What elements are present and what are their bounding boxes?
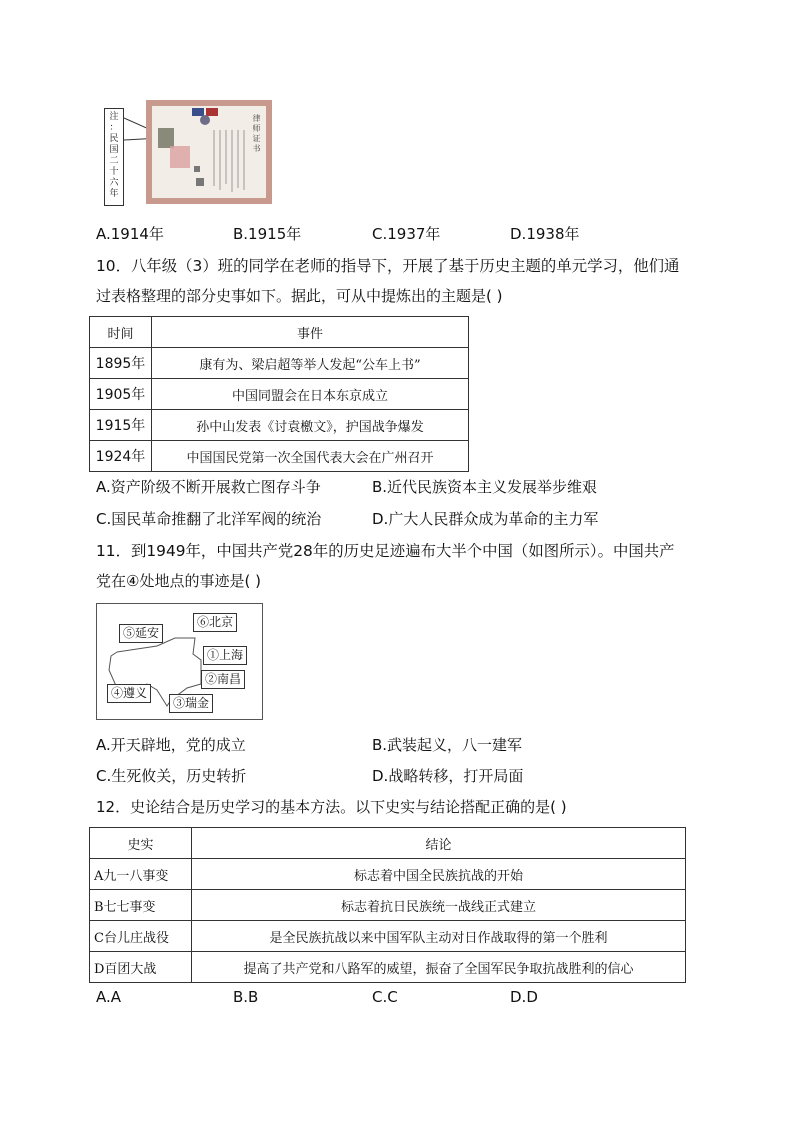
question-10-stem-line2: 过表格整理的部分史事如下。据此，可从中提炼出的主题是( ) xyxy=(96,287,503,305)
option-d[interactable]: D.战略转移，打开局面 xyxy=(372,767,524,785)
question-11-stem-line1: 11．到1949年，中国共产党28年的历史足迹遍布大半个中国（如图所示）。中国共产 xyxy=(96,542,675,560)
map-label-zunyi: ④遵义 xyxy=(107,684,151,703)
map-label-shanghai: ①上海 xyxy=(203,646,247,665)
option-c[interactable]: C.1937年 xyxy=(372,225,441,243)
option-c[interactable]: C.国民革命推翻了北洋军阀的统治 xyxy=(96,510,322,528)
table-row xyxy=(90,410,469,441)
option-a[interactable]: A.1914年 xyxy=(96,225,164,243)
question-12-table xyxy=(89,827,686,983)
note-char: 注 xyxy=(109,112,119,122)
option-b[interactable]: B.B xyxy=(233,988,259,1006)
option-a[interactable]: A.开天辟地，党的成立 xyxy=(96,736,246,754)
note-char: 年 xyxy=(109,189,119,199)
table-cell: 孙中山发表《讨袁檄文》，护国战争爆发 xyxy=(152,410,469,441)
table-row xyxy=(90,379,469,410)
table-cell: D百团大战 xyxy=(90,952,192,983)
option-d[interactable]: D.广大人民群众成为革命的主力军 xyxy=(372,510,599,528)
table-cell: C台儿庄战役 xyxy=(90,921,192,952)
table-cell: 1895年 xyxy=(90,348,152,379)
table-header-cell: 结论 xyxy=(192,828,686,859)
option-b[interactable]: B.近代民族资本主义发展举步维艰 xyxy=(372,478,598,496)
note-char: 民 xyxy=(109,134,119,144)
table-cell: B七七事变 xyxy=(90,890,192,921)
note-char: 六 xyxy=(109,178,119,188)
map-label-nanchang: ②南昌 xyxy=(201,670,245,689)
table-header-cell: 史实 xyxy=(90,828,192,859)
table-cell: 提高了共产党和八路军的威望，振奋了全国军民争取抗战胜利的信心 xyxy=(192,952,686,983)
option-d[interactable]: D.D xyxy=(510,988,538,1006)
option-b[interactable]: B.1915年 xyxy=(233,225,302,243)
option-d[interactable]: D.1938年 xyxy=(510,225,580,243)
table-cell: A九一八事变 xyxy=(90,859,192,890)
option-a[interactable]: A.A xyxy=(96,988,122,1006)
table-cell: 标志着中国全民族抗战的开始 xyxy=(192,859,686,890)
note-box xyxy=(104,108,124,206)
route-map xyxy=(96,603,263,720)
table-row xyxy=(90,441,469,472)
table-header-cell: 时间 xyxy=(90,317,152,348)
note-char: 国 xyxy=(109,145,119,155)
question-11-stem-line2: 党在④处地点的事迹是( ) xyxy=(96,572,261,590)
certificate-drawing xyxy=(152,106,266,198)
map-label-yanan: ⑤延安 xyxy=(119,624,163,643)
table-row xyxy=(90,952,686,983)
table-cell: 1924年 xyxy=(90,441,152,472)
note-char: 十 xyxy=(109,167,119,177)
option-c[interactable]: C.生死攸关，历史转折 xyxy=(96,767,247,785)
note-char: 二 xyxy=(109,156,119,166)
option-a[interactable]: A.资产阶级不断开展救亡图存斗争 xyxy=(96,478,321,496)
table-cell: 标志着抗日民族统一战线正式建立 xyxy=(192,890,686,921)
option-b[interactable]: B.武装起义，八一建军 xyxy=(372,736,523,754)
option-c[interactable]: C.C xyxy=(372,988,398,1006)
table-row xyxy=(90,921,686,952)
table-row xyxy=(90,890,686,921)
question-10-stem-line1: 10．八年级（3）班的同学在老师的指导下，开展了基于历史主题的单元学习，他们通 xyxy=(96,257,680,275)
table-header-row xyxy=(90,317,469,348)
table-cell: 是全民族抗战以来中国军队主动对日作战取得的第一个胜利 xyxy=(192,921,686,952)
map-label-beijing: ⑥北京 xyxy=(193,613,237,632)
table-cell: 1915年 xyxy=(90,410,152,441)
question-10-table xyxy=(89,316,469,472)
table-row xyxy=(90,859,686,890)
table-cell: 1905年 xyxy=(90,379,152,410)
note-char: ： xyxy=(109,123,119,133)
table-row xyxy=(90,348,469,379)
table-cell: 中国同盟会在日本东京成立 xyxy=(152,379,469,410)
certificate-image xyxy=(146,100,272,204)
table-header-row xyxy=(90,828,686,859)
question-12-stem: 12．史论结合是历史学习的基本方法。以下史实与结论搭配正确的是( ) xyxy=(96,798,567,816)
table-cell: 康有为、梁启超等举人发起“公车上书” xyxy=(152,348,469,379)
table-cell: 中国国民党第一次全国代表大会在广州召开 xyxy=(152,441,469,472)
table-header-cell: 事件 xyxy=(152,317,469,348)
map-label-ruijin: ③瑞金 xyxy=(169,694,213,713)
certificate-title: 律师证书 xyxy=(252,114,261,154)
